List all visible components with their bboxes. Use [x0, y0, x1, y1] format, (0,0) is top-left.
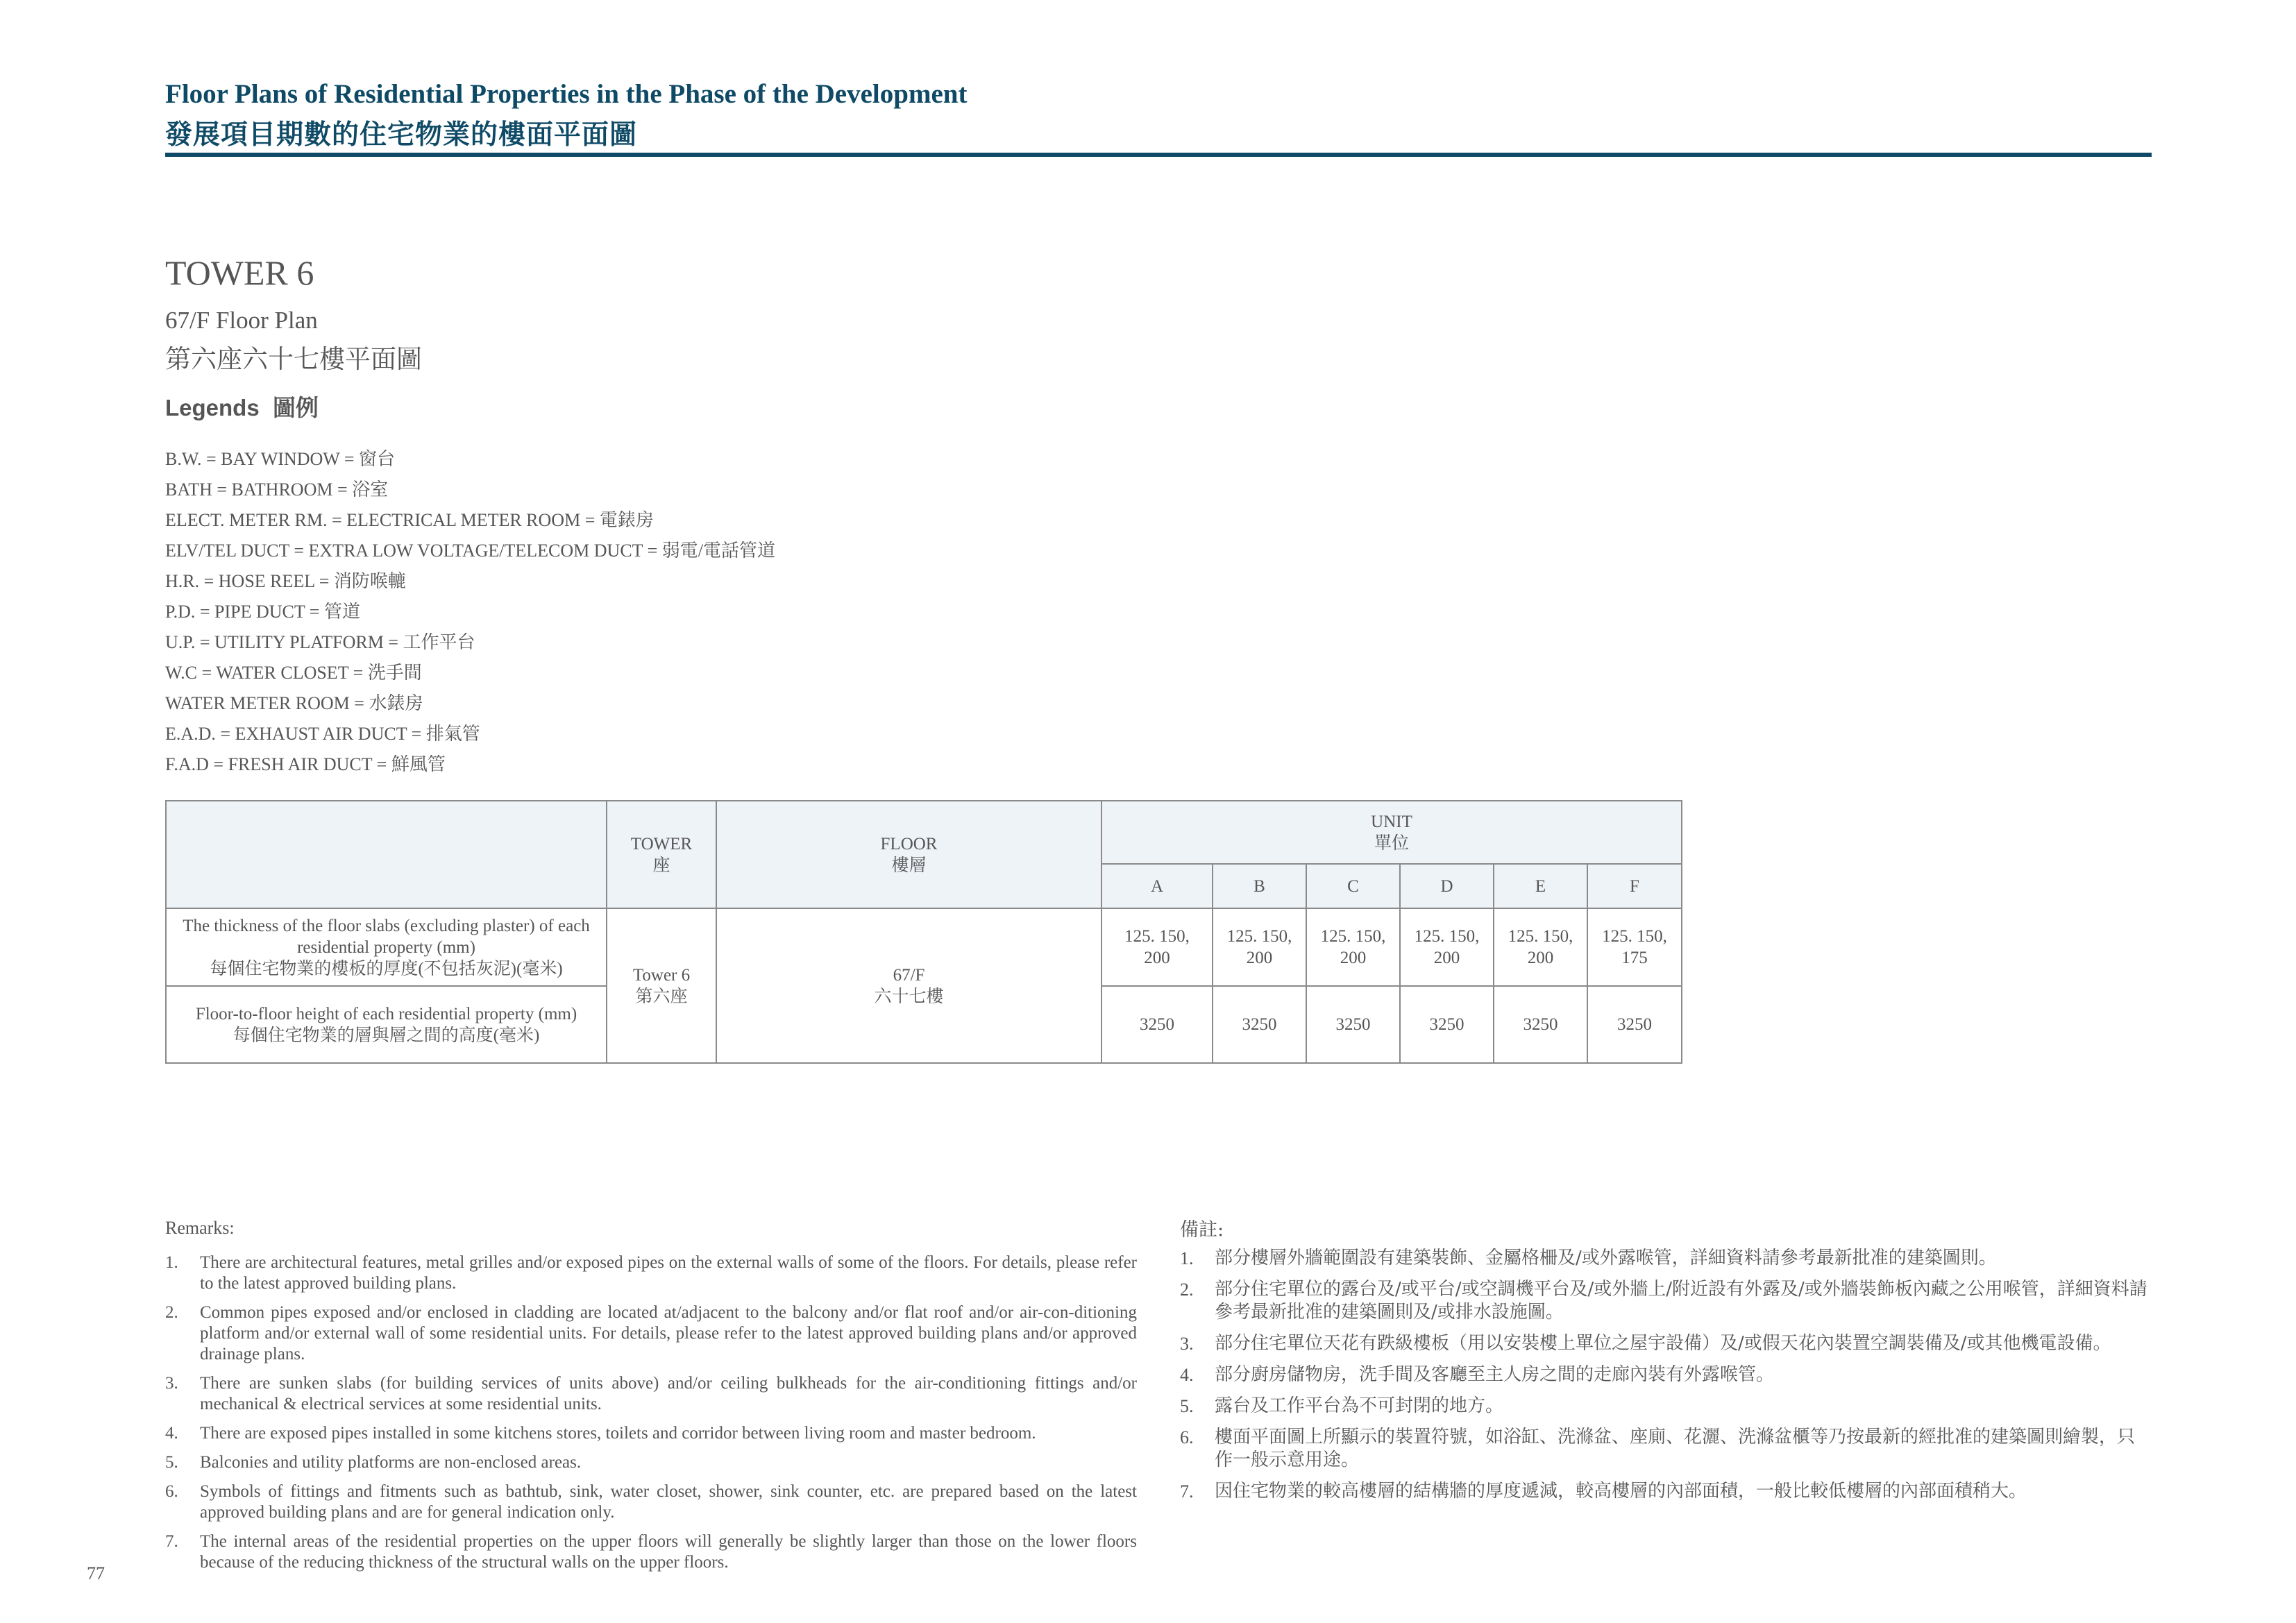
legend-item: W.C = WATER CLOSET = 洗手間	[165, 663, 422, 683]
remark-text: 樓面平面圖上所顯示的裝置符號，如浴缸、洗滌盆、座廁、花灑、洗滌盆櫃等乃按最新的經批准的建築圖則繪製，只作一般示意用途。	[1215, 1427, 2136, 1470]
legend-item: F.A.D = FRESH AIR DUCT = 鮮風管	[165, 754, 446, 774]
remarks-en-title: Remarks:	[165, 1218, 235, 1238]
unit-header-e: E	[1494, 864, 1587, 908]
plan-title-zh: 第六座六十七樓平面圖	[165, 346, 422, 374]
remark-number: 4.	[1180, 1365, 1194, 1385]
remark-number: 3.	[1180, 1334, 1194, 1354]
tower-header-en: TOWER	[630, 834, 693, 853]
legend-item: WATER METER ROOM = 水錶房	[165, 693, 423, 713]
unit-header-zh: 單位	[1374, 833, 1409, 853]
remark-item	[165, 1302, 1137, 1365]
legend-item: E.A.D. = EXHAUST AIR DUCT = 排氣管	[165, 724, 480, 744]
remark-item	[1180, 1247, 2152, 1270]
legend-item: U.P. = UTILITY PLATFORM = 工作平台	[165, 632, 475, 652]
remark-text: 部分住宅單位天花有跌級樓板（用以安裝樓上單位之屋宇設備）及/或假天花內裝置空調裝備及/或其他機電設備。	[1215, 1333, 2111, 1354]
floor-value-zh: 六十七樓	[874, 987, 944, 1006]
remarks-en-list	[165, 1252, 1137, 1573]
remark-item	[165, 1373, 1137, 1415]
remark-text: 部分住宅單位的露台及/或平台/或空調機平台及/或外牆上/附近設有外露及/或外牆裝飾板內藏之公用喉管，詳細資料請參考最新批准的建築圖則及/或排水設施圖。	[1215, 1279, 2147, 1323]
legend-item: BATH = BATHROOM = 浴室	[165, 479, 389, 500]
remark-number: 6.	[1180, 1427, 1194, 1447]
slab-thickness-c	[1306, 908, 1400, 986]
remark-text: 露台及工作平台為不可封閉的地方。	[1215, 1395, 1504, 1416]
remark-item	[165, 1423, 1137, 1444]
slab-value-line: 125. 150,	[1226, 927, 1292, 946]
remark-text: Symbols of fittings and fitments such as bathtub, sink, water closet, shower, sink counter, etc. are prepared based on the latest approved building plans and are for general indication only.	[200, 1482, 1137, 1522]
remark-number: 1.	[1180, 1248, 1194, 1268]
slab-value-line: 125. 150,	[1508, 927, 1573, 946]
slab-thickness-f	[1587, 908, 1682, 986]
remark-text: There are architectural features, metal grilles and/or exposed pipes on the external walls of some of the floors. For details, please refer to the latest approved building plans.	[200, 1253, 1137, 1293]
remarks-zh	[1180, 1214, 2152, 1511]
unit-column-header	[1101, 801, 1682, 864]
slab-value-line: 200	[1340, 949, 1367, 967]
tower-column-header	[607, 801, 716, 908]
remark-item	[1180, 1363, 2152, 1386]
remark-number: 1.	[165, 1253, 178, 1272]
slab-value-line: 125. 150,	[1414, 927, 1480, 946]
floor-header-zh: 樓層	[891, 856, 927, 875]
tower-header-zh: 座	[652, 856, 670, 875]
table-corner-cell	[166, 801, 607, 908]
remarks-zh-title: 備註:	[1180, 1219, 1224, 1241]
slab-value-line: 200	[1144, 949, 1170, 967]
floor-height-c: 3250	[1306, 986, 1400, 1063]
remark-item	[165, 1452, 1137, 1473]
remark-text: 部分樓層外牆範圍設有建築裝飾、金屬格柵及/或外露喉管，詳細資料請參考最新批准的建築圖則。	[1215, 1248, 1997, 1268]
remark-item	[165, 1252, 1137, 1294]
slab-value-line: 200	[1246, 949, 1273, 967]
slab-value-line: 125. 150,	[1320, 927, 1386, 946]
remark-number: 2.	[1180, 1280, 1194, 1300]
remark-item	[1180, 1395, 2152, 1418]
floor-value-cell	[716, 908, 1101, 1063]
slab-thickness-label-en: The thickness of the floor slabs (excluding plaster) of each residential property (mm)	[183, 916, 590, 957]
remark-number: 5.	[165, 1453, 178, 1472]
legend-item: H.R. = HOSE REEL = 消防喉轆	[165, 571, 406, 591]
unit-header-f: F	[1587, 864, 1682, 908]
remark-number: 3.	[165, 1374, 178, 1393]
slab-thickness-e	[1494, 908, 1587, 986]
remark-item	[1180, 1426, 2152, 1472]
floor-height-a: 3250	[1101, 986, 1213, 1063]
remarks-zh-list	[1180, 1247, 2152, 1503]
slab-thickness-d	[1400, 908, 1494, 986]
floor-spec-table	[165, 800, 1682, 1064]
floor-height-d: 3250	[1400, 986, 1494, 1063]
floor-height-b: 3250	[1213, 986, 1306, 1063]
plan-title-en: 67/F Floor Plan	[165, 307, 318, 334]
header-title-en: Floor Plans of Residential Properties in the Phase of the Development	[165, 79, 968, 109]
floor-column-header	[716, 801, 1101, 908]
unit-header-d: D	[1400, 864, 1494, 908]
floor-height-label	[166, 986, 607, 1063]
page-number: 77	[87, 1563, 105, 1583]
remark-item	[1180, 1480, 2152, 1503]
remark-text: 部分廚房儲物房，洗手間及客廳至主人房之間的走廊內裝有外露喉管。	[1215, 1364, 1775, 1385]
floor-height-label-zh: 每個住宅物業的層與層之間的高度(毫米)	[233, 1026, 540, 1045]
slab-value-line: 200	[1527, 949, 1554, 967]
legend-item: ELECT. METER RM. = ELECTRICAL METER ROOM = 電錶房	[165, 510, 654, 530]
remark-number: 2.	[165, 1303, 178, 1322]
remark-text: Common pipes exposed and/or enclosed in cladding are located at/adjacent to the balcony and/or flat roof and/or air-con-ditioning platform and/or external wall of some residential units. For details, please refer to the latest approved building plans and/or approved drainage plans.	[200, 1303, 1137, 1363]
remark-text: Balconies and utility platforms are non-enclosed areas.	[200, 1453, 582, 1472]
slab-value-line: 125. 150,	[1124, 927, 1190, 946]
unit-header-c: C	[1306, 864, 1400, 908]
slab-value-line: 200	[1433, 949, 1460, 967]
floor-height-f: 3250	[1587, 986, 1682, 1063]
slab-thickness-b	[1213, 908, 1306, 986]
floor-height-label-en: Floor-to-floor height of each residential property (mm)	[195, 1004, 577, 1023]
tower-value-cell	[607, 908, 716, 1063]
header-title-zh: 發展項目期數的住宅物業的樓面平面圖	[165, 120, 638, 150]
remark-text: There are sunken slabs (for building services of units above) and/or ceiling bulkheads for the air-conditioning fittings and/or mechanical & electrical services at some residential units.	[200, 1374, 1137, 1413]
legend-item: B.W. = BAY WINDOW = 窗台	[165, 449, 395, 469]
unit-header-a: A	[1101, 864, 1213, 908]
slab-value-line: 125. 150,	[1602, 927, 1667, 946]
remark-text: 因住宅物業的較高樓層的結構牆的厚度遞減，較高樓層的內部面積，一般比較低樓層的內部面積稍大。	[1215, 1481, 2027, 1502]
remarks-en	[165, 1218, 1137, 1581]
slab-value-line: 175	[1621, 949, 1648, 967]
remark-text: The internal areas of the residential properties on the upper floors will generally be slightly larger than those on the lower floors because of the reducing thickness of the structural walls on the upper floors.	[200, 1532, 1137, 1572]
remark-number: 6.	[165, 1482, 178, 1501]
unit-header-b: B	[1213, 864, 1306, 908]
header-divider	[165, 153, 2152, 157]
remark-item	[1180, 1332, 2152, 1355]
tower-value-zh: 第六座	[635, 987, 688, 1006]
legend-item: ELV/TEL DUCT = EXTRA LOW VOLTAGE/TELECOM DUCT = 弱電/電話管道	[165, 541, 775, 561]
tower-value-en: Tower 6	[632, 965, 691, 985]
remark-number: 5.	[1180, 1396, 1194, 1416]
remark-text: There are exposed pipes installed in some kitchens stores, toilets and corridor between living room and master bedroom.	[200, 1424, 1036, 1443]
legends-heading-en: Legends	[165, 395, 260, 420]
remark-item	[165, 1531, 1137, 1573]
remark-item	[1180, 1278, 2152, 1324]
legend-list	[165, 444, 775, 780]
floor-value-en: 67/F	[893, 965, 925, 985]
legends-heading-zh: 圖例	[272, 394, 319, 421]
slab-thickness-label	[166, 908, 607, 986]
remark-number: 4.	[165, 1424, 178, 1443]
slab-thickness-label-zh: 每個住宅物業的樓板的厚度(不包括灰泥)(毫米)	[210, 959, 563, 978]
remark-item	[165, 1481, 1137, 1523]
tower-title: TOWER 6	[165, 253, 314, 292]
unit-header-en: UNIT	[1371, 812, 1412, 831]
remark-number: 7.	[1180, 1481, 1194, 1502]
floor-height-e: 3250	[1494, 986, 1587, 1063]
legend-item: P.D. = PIPE DUCT = 管道	[165, 602, 360, 622]
remark-number: 7.	[165, 1532, 178, 1551]
floor-header-en: FLOOR	[880, 834, 938, 853]
legends-heading	[165, 390, 319, 423]
slab-thickness-a	[1101, 908, 1213, 986]
